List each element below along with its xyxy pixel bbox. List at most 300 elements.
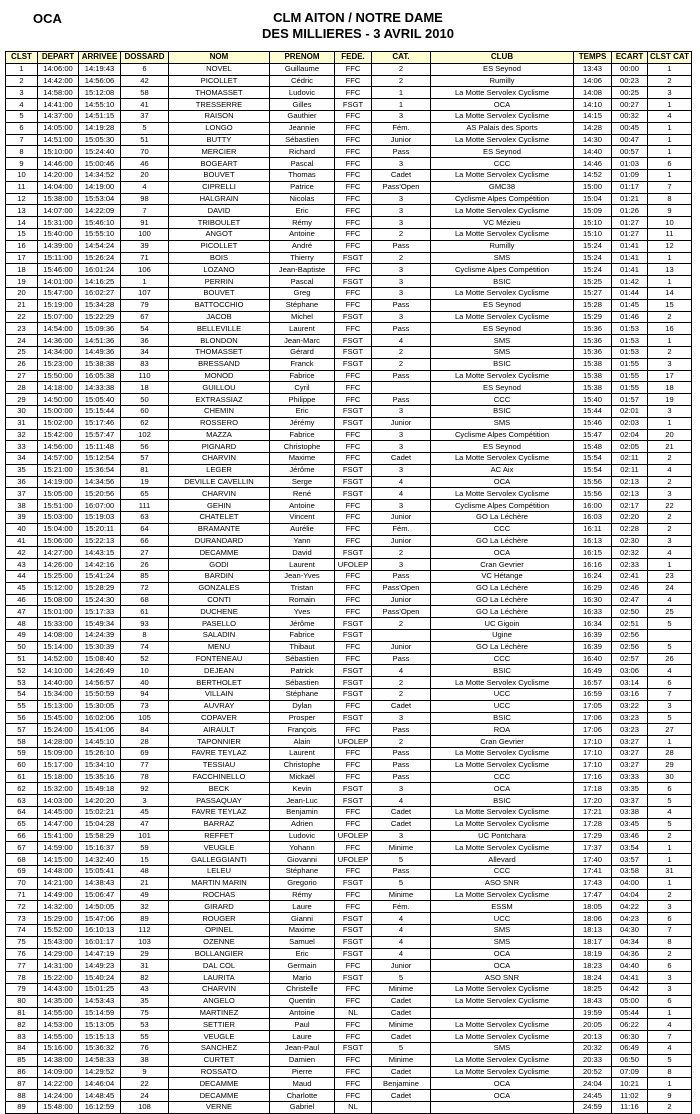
- cell-clst-cat: 10: [648, 217, 692, 229]
- cell-nom: THOMASSET: [169, 346, 270, 358]
- cell-ecart: 11:02: [612, 1090, 648, 1102]
- page-title: CLM AITON / NOTRE DAME: [273, 10, 443, 25]
- table-row: [6, 276, 692, 288]
- cell-ecart: 01:17: [612, 181, 648, 193]
- cell-depart: 15:29:00: [38, 913, 79, 925]
- cell-clst: 28: [6, 382, 38, 394]
- cell-temps: 15:54: [574, 453, 612, 465]
- cell-prenom: Laure: [270, 901, 335, 913]
- cell-clst: 24: [6, 335, 38, 347]
- cell-clst: 57: [6, 724, 38, 736]
- cell-nom: CHEMIN: [169, 405, 270, 417]
- cell-depart: 14:18:00: [38, 382, 79, 394]
- cell-club: BSIC: [431, 795, 574, 807]
- cell-arrivee: 15:36:54: [79, 464, 121, 476]
- cell-clst-cat: 7: [648, 924, 692, 936]
- cell-depart: 15:38:00: [38, 193, 79, 205]
- cell-dossard: 66: [121, 535, 169, 547]
- cell-cat: 1: [372, 99, 431, 111]
- cell-fede: FFC: [335, 134, 372, 146]
- cell-arrivee: 14:16:25: [79, 276, 121, 288]
- cell-clst: 26: [6, 358, 38, 370]
- cell-prenom: Dylan: [270, 700, 335, 712]
- cell-clst-cat: 27: [648, 724, 692, 736]
- cell-clst: 54: [6, 689, 38, 701]
- cell-prenom: Kevin: [270, 783, 335, 795]
- cell-cat: Junior: [372, 134, 431, 146]
- cell-depart: 14:07:00: [38, 205, 79, 217]
- cell-cat: Junior: [372, 535, 431, 547]
- table-row: [6, 122, 692, 134]
- cell-prenom: Jean-Luc: [270, 795, 335, 807]
- cell-depart: 14:35:00: [38, 995, 79, 1007]
- cell-prenom: Stéphane: [270, 865, 335, 877]
- cell-club: GO La Léchère: [431, 512, 574, 524]
- cell-clst-cat: 4: [648, 1019, 692, 1031]
- cell-dossard: 55: [121, 1031, 169, 1043]
- cell-dossard: 37: [121, 110, 169, 122]
- cell-fede: FFC: [335, 394, 372, 406]
- cell-fede: FSGT: [335, 1042, 372, 1054]
- cell-club: La Motte Servolex Cyclisme: [431, 748, 574, 760]
- cell-depart: 15:24:00: [38, 724, 79, 736]
- cell-clst-cat: 8: [648, 936, 692, 948]
- cell-clst: 43: [6, 559, 38, 571]
- table-row: [6, 441, 692, 453]
- cell-dossard: 70: [121, 146, 169, 158]
- cell-dossard: 15: [121, 854, 169, 866]
- cell-nom: FAVRE TEYLAZ: [169, 748, 270, 760]
- cell-fede: FFC: [335, 453, 372, 465]
- cell-cat: 2: [372, 75, 431, 87]
- cell-temps: 15:10: [574, 228, 612, 240]
- cell-arrivee: 15:47:06: [79, 913, 121, 925]
- cell-club: AC Aix: [431, 464, 574, 476]
- cell-dossard: 62: [121, 417, 169, 429]
- cell-arrivee: 15:24:40: [79, 146, 121, 158]
- cell-arrivee: 16:01:24: [79, 264, 121, 276]
- cell-cat: 3: [372, 405, 431, 417]
- cell-temps: 17:05: [574, 700, 612, 712]
- cell-prenom: Sébastien: [270, 653, 335, 665]
- cell-clst: 60: [6, 759, 38, 771]
- cell-club: SMS: [431, 936, 574, 948]
- cell-nom: MARTIN MARIN: [169, 877, 270, 889]
- cell-ecart: 06:30: [612, 1031, 648, 1043]
- cell-depart: 15:41:00: [38, 830, 79, 842]
- cell-fede: UFOLEP: [335, 854, 372, 866]
- cell-ecart: 03:27: [612, 736, 648, 748]
- cell-club: GO La Léchère: [431, 641, 574, 653]
- cell-depart: 14:38:00: [38, 1054, 79, 1066]
- cell-clst-cat: 30: [648, 771, 692, 783]
- cell-nom: LELEU: [169, 865, 270, 877]
- cell-club: La Motte Servolex Cyclisme: [431, 169, 574, 181]
- cell-fede: FFC: [335, 63, 372, 75]
- cell-dossard: 26: [121, 559, 169, 571]
- cell-prenom: Eric: [270, 948, 335, 960]
- col-header-prenom: PRENOM: [270, 52, 335, 64]
- cell-club: ES Seynod: [431, 299, 574, 311]
- cell-ecart: 06:50: [612, 1054, 648, 1066]
- cell-dossard: 9: [121, 1066, 169, 1078]
- cell-cat: 3: [372, 464, 431, 476]
- cell-prenom: Laurent: [270, 559, 335, 571]
- cell-cat: Pass: [372, 240, 431, 252]
- cell-ecart: 03:33: [612, 771, 648, 783]
- col-header-clst: CLST: [6, 52, 38, 64]
- cell-dossard: 60: [121, 405, 169, 417]
- cell-fede: FFC: [335, 205, 372, 217]
- cell-dossard: 57: [121, 453, 169, 465]
- cell-clst-cat: 7: [648, 1031, 692, 1043]
- cell-prenom: Ludovic: [270, 87, 335, 99]
- cell-fede: FFC: [335, 122, 372, 134]
- cell-clst-cat: 1: [648, 252, 692, 264]
- table-row: [6, 748, 692, 760]
- cell-arrivee: 14:34:52: [79, 169, 121, 181]
- cell-temps: 24:59: [574, 1101, 612, 1113]
- cell-ecart: 06:49: [612, 1042, 648, 1054]
- cell-clst: 87: [6, 1078, 38, 1090]
- cell-club: La Motte Servolex Cyclisme: [431, 1019, 574, 1031]
- cell-dossard: 24: [121, 1090, 169, 1102]
- cell-clst: 85: [6, 1054, 38, 1066]
- cell-prenom: Sébastien: [270, 134, 335, 146]
- cell-arrivee: 15:24:30: [79, 594, 121, 606]
- table-row: [6, 618, 692, 630]
- cell-depart: 14:53:00: [38, 1019, 79, 1031]
- table-row: [6, 382, 692, 394]
- cell-temps: 17:16: [574, 771, 612, 783]
- cell-prenom: Fabrice: [270, 630, 335, 642]
- table-row: [6, 158, 692, 170]
- cell-cat: [372, 630, 431, 642]
- cell-dossard: 105: [121, 712, 169, 724]
- cell-clst-cat: [648, 630, 692, 642]
- cell-depart: 14:49:00: [38, 889, 79, 901]
- cell-club: GO La Léchère: [431, 535, 574, 547]
- cell-prenom: Maxime: [270, 453, 335, 465]
- cell-arrivee: 15:58:29: [79, 830, 121, 842]
- cell-club: La Motte Servolex Cyclisme: [431, 228, 574, 240]
- cell-club: Allevard: [431, 854, 574, 866]
- cell-temps: 15:40: [574, 394, 612, 406]
- cell-temps: 16:29: [574, 582, 612, 594]
- cell-depart: 14:29:00: [38, 948, 79, 960]
- cell-nom: LOZANO: [169, 264, 270, 276]
- cell-ecart: 03:27: [612, 759, 648, 771]
- cell-depart: 14:05:00: [38, 122, 79, 134]
- cell-ecart: 00:23: [612, 75, 648, 87]
- table-row: [6, 936, 692, 948]
- cell-nom: CHARVIN: [169, 983, 270, 995]
- cell-clst: 25: [6, 346, 38, 358]
- cell-clst: 11: [6, 181, 38, 193]
- cell-ecart: 01:03: [612, 158, 648, 170]
- cell-nom: DAL COL: [169, 960, 270, 972]
- cell-arrivee: 14:38:43: [79, 877, 121, 889]
- cell-depart: 14:52:00: [38, 653, 79, 665]
- cell-arrivee: 14:53:43: [79, 995, 121, 1007]
- cell-fede: FSGT: [335, 252, 372, 264]
- cell-cat: Pass'Open: [372, 582, 431, 594]
- table-row: [6, 1078, 692, 1090]
- table-row: [6, 559, 692, 571]
- cell-dossard: 76: [121, 1042, 169, 1054]
- table-row: [6, 972, 692, 984]
- table-row: [6, 630, 692, 642]
- cell-prenom: Samuel: [270, 936, 335, 948]
- cell-nom: VEUGLE: [169, 842, 270, 854]
- cell-dossard: 7: [121, 205, 169, 217]
- table-row: [6, 394, 692, 406]
- cell-ecart: 03:54: [612, 842, 648, 854]
- cell-cat: 4: [372, 488, 431, 500]
- cell-temps: 18:25: [574, 983, 612, 995]
- cell-ecart: 03:38: [612, 807, 648, 819]
- cell-clst: 48: [6, 618, 38, 630]
- cell-nom: DURANDARD: [169, 535, 270, 547]
- table-row: [6, 512, 692, 524]
- cell-clst-cat: 7: [648, 689, 692, 701]
- cell-depart: 14:04:00: [38, 181, 79, 193]
- cell-ecart: 02:50: [612, 606, 648, 618]
- cell-fede: FFC: [335, 158, 372, 170]
- cell-fede: FSGT: [335, 948, 372, 960]
- cell-dossard: 18: [121, 382, 169, 394]
- cell-nom: FONTENEAU: [169, 653, 270, 665]
- cell-depart: 15:06:00: [38, 535, 79, 547]
- cell-clst: 31: [6, 417, 38, 429]
- cell-prenom: Antoine: [270, 1007, 335, 1019]
- cell-dossard: 54: [121, 323, 169, 335]
- cell-prenom: Eric: [270, 405, 335, 417]
- cell-dossard: 4: [121, 181, 169, 193]
- cell-prenom: Stéphane: [270, 689, 335, 701]
- cell-dossard: 52: [121, 653, 169, 665]
- cell-fede: FFC: [335, 512, 372, 524]
- cell-nom: BOUVET: [169, 287, 270, 299]
- cell-depart: 14:01:00: [38, 276, 79, 288]
- cell-arrivee: 15:17:46: [79, 417, 121, 429]
- cell-arrivee: 16:01:17: [79, 936, 121, 948]
- cell-nom: BATTOCCHIO: [169, 299, 270, 311]
- cell-fede: FFC: [335, 582, 372, 594]
- cell-prenom: Michel: [270, 311, 335, 323]
- cell-club: VC Hétange: [431, 571, 574, 583]
- cell-clst-cat: 24: [648, 582, 692, 594]
- cell-clst: 3: [6, 87, 38, 99]
- cell-nom: MENU: [169, 641, 270, 653]
- cell-arrivee: 16:07:00: [79, 500, 121, 512]
- cell-cat: Fém.: [372, 122, 431, 134]
- cell-prenom: Tristan: [270, 582, 335, 594]
- cell-prenom: Adrien: [270, 818, 335, 830]
- cell-clst: 49: [6, 630, 38, 642]
- table-row: [6, 146, 692, 158]
- cell-temps: 15:04: [574, 193, 612, 205]
- cell-depart: 15:21:00: [38, 464, 79, 476]
- cell-arrivee: 16:10:13: [79, 924, 121, 936]
- cell-prenom: Gérard: [270, 346, 335, 358]
- cell-dossard: 47: [121, 818, 169, 830]
- table-row: [6, 476, 692, 488]
- cell-dossard: 67: [121, 311, 169, 323]
- cell-arrivee: 14:50:05: [79, 901, 121, 913]
- cell-club: Cyclisme Alpes Compétition: [431, 500, 574, 512]
- cell-dossard: 98: [121, 193, 169, 205]
- cell-depart: 15:08:00: [38, 594, 79, 606]
- cell-arrivee: 15:53:04: [79, 193, 121, 205]
- cell-prenom: Gregorio: [270, 877, 335, 889]
- cell-clst-cat: 29: [648, 759, 692, 771]
- cell-dossard: 73: [121, 700, 169, 712]
- cell-arrivee: 15:38:38: [79, 358, 121, 370]
- cell-ecart: 04:42: [612, 983, 648, 995]
- cell-clst-cat: 4: [648, 464, 692, 476]
- table-row: [6, 759, 692, 771]
- cell-cat: 3: [372, 264, 431, 276]
- cell-temps: 20:32: [574, 1042, 612, 1054]
- cell-temps: 14:28: [574, 122, 612, 134]
- cell-temps: 15:36: [574, 323, 612, 335]
- cell-nom: DAVID: [169, 205, 270, 217]
- cell-prenom: Damien: [270, 1054, 335, 1066]
- table-row: [6, 689, 692, 701]
- cell-cat: Cadet: [372, 995, 431, 1007]
- table-row: [6, 228, 692, 240]
- cell-fede: FFC: [335, 193, 372, 205]
- cell-fede: FSGT: [335, 877, 372, 889]
- cell-nom: CHARVIN: [169, 488, 270, 500]
- cell-clst-cat: 2: [648, 889, 692, 901]
- cell-ecart: 06:22: [612, 1019, 648, 1031]
- cell-temps: 20:05: [574, 1019, 612, 1031]
- cell-temps: 15:48: [574, 441, 612, 453]
- cell-ecart: 02:57: [612, 653, 648, 665]
- cell-prenom: Cyril: [270, 382, 335, 394]
- cell-nom: ROUGER: [169, 913, 270, 925]
- cell-clst-cat: 6: [648, 960, 692, 972]
- cell-temps: 19:59: [574, 1007, 612, 1019]
- cell-nom: GODI: [169, 559, 270, 571]
- cell-depart: 14:45:00: [38, 807, 79, 819]
- cell-club: La Motte Servolex Cyclisme: [431, 1054, 574, 1066]
- cell-depart: 15:12:00: [38, 582, 79, 594]
- cell-temps: 16:13: [574, 535, 612, 547]
- cell-clst-cat: 5: [648, 618, 692, 630]
- cell-club: GMC38: [431, 181, 574, 193]
- cell-cat: Pass: [372, 724, 431, 736]
- cell-ecart: 03:58: [612, 865, 648, 877]
- col-header-clst-cat: CLST CAT: [648, 52, 692, 64]
- cell-dossard: 111: [121, 500, 169, 512]
- cell-temps: 15:24: [574, 240, 612, 252]
- cell-dossard: 81: [121, 464, 169, 476]
- cell-arrivee: 15:17:33: [79, 606, 121, 618]
- cell-temps: 16:11: [574, 523, 612, 535]
- cell-prenom: Richard: [270, 146, 335, 158]
- cell-cat: 2: [372, 689, 431, 701]
- cell-clst: 32: [6, 429, 38, 441]
- cell-ecart: 01:53: [612, 346, 648, 358]
- cell-temps: 17:28: [574, 818, 612, 830]
- cell-depart: 15:51:00: [38, 500, 79, 512]
- table-row: [6, 217, 692, 229]
- cell-dossard: 102: [121, 429, 169, 441]
- cell-fede: FFC: [335, 842, 372, 854]
- cell-depart: 15:16:00: [38, 1042, 79, 1054]
- cell-cat: Junior: [372, 512, 431, 524]
- col-header-dossard: DOSSARD: [121, 52, 169, 64]
- cell-clst: 56: [6, 712, 38, 724]
- cell-depart: 15:45:00: [38, 712, 79, 724]
- cell-ecart: 02:04: [612, 429, 648, 441]
- cell-nom: BELLEVILLE: [169, 323, 270, 335]
- cell-clst: 74: [6, 924, 38, 936]
- cell-club: SMS: [431, 1042, 574, 1054]
- cell-fede: FSGT: [335, 924, 372, 936]
- table-row: [6, 523, 692, 535]
- cell-cat: 2: [372, 618, 431, 630]
- cell-fede: FSGT: [335, 276, 372, 288]
- cell-prenom: Maxime: [270, 924, 335, 936]
- cell-fede: FFC: [335, 606, 372, 618]
- cell-ecart: 03:23: [612, 712, 648, 724]
- cell-nom: TRESSERRE: [169, 99, 270, 111]
- cell-arrivee: 15:19:03: [79, 512, 121, 524]
- cell-dossard: 31: [121, 960, 169, 972]
- cell-nom: ROCHAS: [169, 889, 270, 901]
- cell-dossard: 10: [121, 665, 169, 677]
- cell-fede: FSGT: [335, 677, 372, 689]
- cell-ecart: 00:47: [612, 134, 648, 146]
- cell-temps: 14:08: [574, 87, 612, 99]
- table-row: [6, 582, 692, 594]
- cell-depart: 14:20:00: [38, 169, 79, 181]
- col-header-club: CLUB: [431, 52, 574, 64]
- table-row: [6, 842, 692, 854]
- cell-club: CCC: [431, 771, 574, 783]
- cell-arrivee: 14:49:36: [79, 346, 121, 358]
- cell-depart: 14:56:00: [38, 441, 79, 453]
- cell-clst: 41: [6, 535, 38, 547]
- cell-temps: 17:10: [574, 759, 612, 771]
- cell-arrivee: 15:34:28: [79, 299, 121, 311]
- cell-clst: 46: [6, 594, 38, 606]
- cell-temps: 17:43: [574, 877, 612, 889]
- cell-prenom: Aurélie: [270, 523, 335, 535]
- cell-prenom: Romain: [270, 594, 335, 606]
- cell-clst: 69: [6, 865, 38, 877]
- cell-fede: FFC: [335, 759, 372, 771]
- cell-nom: HALGRAIN: [169, 193, 270, 205]
- cell-clst: 16: [6, 240, 38, 252]
- cell-fede: FSGT: [335, 405, 372, 417]
- cell-nom: ROSSERO: [169, 417, 270, 429]
- cell-nom: DEVILLE CAVELLIN: [169, 476, 270, 488]
- cell-nom: REFFET: [169, 830, 270, 842]
- cell-clst-cat: 15: [648, 299, 692, 311]
- cell-clst: 2: [6, 75, 38, 87]
- cell-dossard: 21: [121, 877, 169, 889]
- cell-clst: 1: [6, 63, 38, 75]
- table-row: [6, 535, 692, 547]
- cell-fede: FFC: [335, 1019, 372, 1031]
- cell-dossard: 1: [121, 276, 169, 288]
- cell-club: SMS: [431, 417, 574, 429]
